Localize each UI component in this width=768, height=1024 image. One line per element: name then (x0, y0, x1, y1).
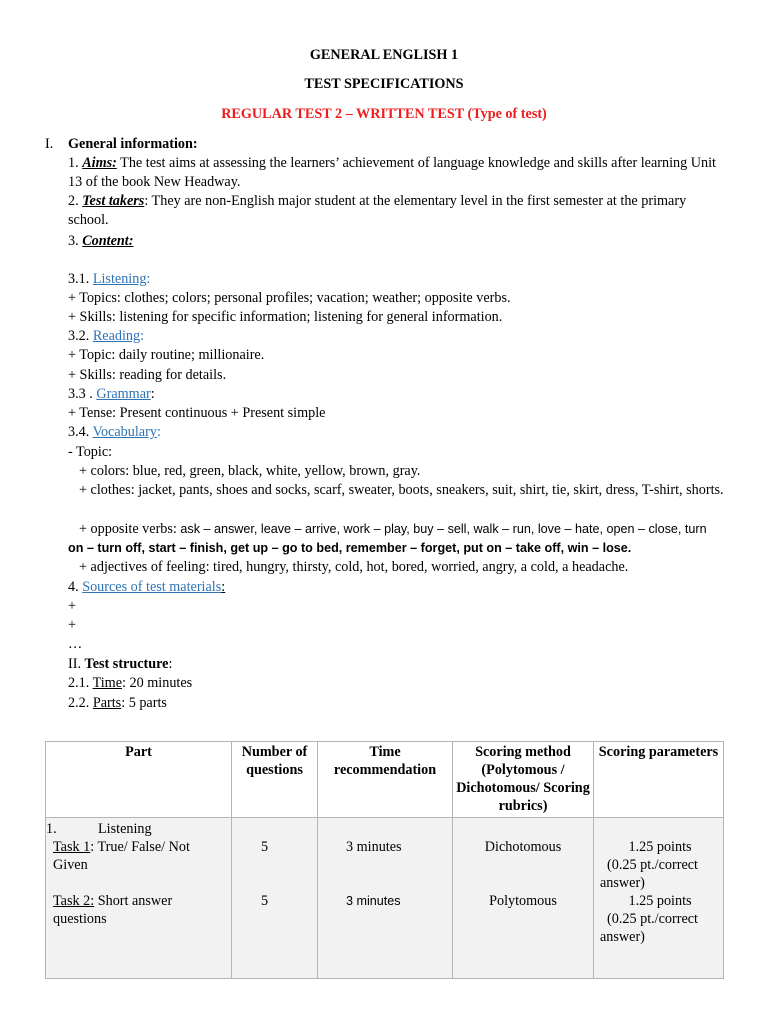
listening-link[interactable]: Listening (92, 271, 147, 287)
section-one-heading: General information: (68, 136, 198, 152)
task1-label: Task 1 (53, 839, 91, 855)
vocabulary-link[interactable]: Vocabulary (92, 424, 157, 440)
task1-points: 1.25 points (628, 839, 692, 855)
task1-text: : True/ False/ Not Given (53, 839, 190, 873)
aims-text: The test aims at assessing the learners’ achievement of language knowledge and skills after learning Unit 13 of the book New Headway. (68, 155, 716, 190)
table-row (46, 818, 724, 979)
section-one-numeral: I. (45, 136, 54, 152)
method-cell (453, 818, 594, 979)
task2-point-detail: (0.25 pt./correct answer) (600, 911, 698, 945)
reading-heading: 3.2. Reading: (68, 328, 145, 344)
reading-topic: + Topic: daily routine; millionaire. (68, 347, 265, 363)
part-name: Listening (98, 821, 152, 837)
content-label: Content: (82, 233, 134, 249)
sources-heading: 4. Sources of test materials: (68, 579, 226, 595)
time-cell (318, 818, 453, 979)
task2-text: Short answer questions (53, 893, 173, 927)
sources-item-1: + (68, 598, 77, 614)
reading-number: 3.2. (68, 328, 90, 344)
document-subtitle: TEST SPECIFICATIONS (304, 76, 464, 92)
listening-heading: 3.1. Listening: (68, 271, 151, 287)
test-name: REGULAR TEST 2 – WRITTEN TEST (Type of test) (221, 106, 547, 122)
parts-value: : 5 parts (121, 695, 167, 711)
time-number: 2.1. (68, 675, 90, 691)
questions-cell (232, 818, 318, 979)
header-scoring-method: Scoring method (Polytomous / Dichotomous/ Scoring rubrics) (453, 742, 594, 818)
opposite-verbs-label: + opposite verbs: (79, 521, 181, 537)
header-scoring-parameters: Scoring parameters (594, 742, 724, 818)
sources-link[interactable]: Sources of test materials (82, 579, 222, 595)
task2-questions: 5 (261, 893, 269, 909)
test-takers-text: : They are non-English major student at the elementary level in the first semester at the primary school. (68, 193, 687, 228)
opposite-verbs-line-2: on – turn off, start – finish, get up – go to bed, remember – forget, put on – take off, win – lose. (68, 541, 632, 555)
vocabulary-topic: - Topic: (68, 444, 113, 460)
section-two-heading: II. Test structure: (68, 656, 173, 672)
vocabulary-clothes: + clothes: jacket, pants, shoes and socks, scarf, sweater, boots, sneakers, suit, shirt, tie, skirt, dress, T-shirt, shorts. (79, 482, 724, 498)
test-takers-number: 2. (68, 193, 79, 209)
table-header-row (46, 742, 724, 818)
grammar-link[interactable]: Grammar (96, 386, 151, 402)
sources-number: 4. (68, 579, 79, 595)
section-two-numeral: II. (68, 656, 81, 672)
vocabulary-opposite-verbs (68, 520, 707, 538)
sources-ellipsis: … (68, 636, 83, 652)
time-value: : 20 minutes (122, 675, 193, 691)
parts-label: Parts (92, 695, 122, 711)
task2-method: Polytomous (489, 893, 557, 909)
opposite-verbs-line-1: ask – answer, leave – arrive, work – play, buy – sell, walk – run, love – hate, open – close, turn (180, 522, 707, 536)
header-time-recommendation: Time recommendation (318, 742, 453, 818)
vocabulary-colors: + colors: blue, red, green, black, white, yellow, brown, gray. (79, 463, 421, 479)
aims-paragraph (68, 154, 728, 192)
grammar-number: 3.3 . (68, 386, 93, 402)
time-label: Time (92, 675, 123, 691)
task1-questions: 5 (261, 839, 269, 855)
document-title: GENERAL ENGLISH 1 (309, 47, 459, 63)
listening-skills: + Skills: listening for specific information; listening for general information. (68, 309, 503, 325)
task2-points: 1.25 points (628, 893, 692, 909)
task2-time: 3 minutes (346, 894, 401, 908)
grammar-heading: 3.3 . Grammar: (68, 386, 155, 402)
vocabulary-number: 3.4. (68, 424, 90, 440)
time-line (68, 674, 192, 692)
header-part: Part (46, 742, 232, 818)
grammar-tense: + Tense: Present continuous + Present simple (68, 405, 326, 421)
aims-label: Aims: (82, 155, 117, 171)
task1-point-detail: (0.25 pt./correct answer) (600, 857, 698, 891)
test-takers-label: Test takers (82, 193, 145, 209)
aims-number: 1. (68, 155, 79, 171)
part-cell (46, 818, 232, 979)
parts-number: 2.2. (68, 695, 90, 711)
listening-topics: + Topics: clothes; colors; personal profiles; vacation; weather; opposite verbs. (68, 290, 511, 306)
task2-description (53, 892, 223, 928)
sources-item-2: + (68, 617, 77, 633)
content-number: 3. (68, 233, 79, 249)
test-takers-paragraph (68, 192, 728, 230)
reading-skills: + Skills: reading for details. (68, 367, 227, 383)
content-heading (68, 232, 133, 250)
vocabulary-heading: 3.4. Vocabulary: (68, 424, 161, 440)
task1-description (53, 838, 223, 874)
part-number: 1. (46, 821, 57, 837)
task1-time: 3 minutes (346, 839, 402, 855)
header-number-of-questions: Number of questions (232, 742, 318, 818)
task1-method: Dichotomous (484, 839, 562, 855)
vocabulary-feelings: + adjectives of feeling: tired, hungry, thirsty, cold, hot, bored, worried, angry, a cold, a headache. (79, 559, 629, 575)
parts-line (68, 694, 167, 712)
specification-table (45, 741, 724, 979)
listening-number: 3.1. (68, 271, 90, 287)
reading-link[interactable]: Reading (92, 328, 141, 344)
parameters-cell (594, 818, 724, 979)
section-two-title: Test structure (84, 656, 169, 672)
task2-label: Task 2: (53, 893, 95, 909)
